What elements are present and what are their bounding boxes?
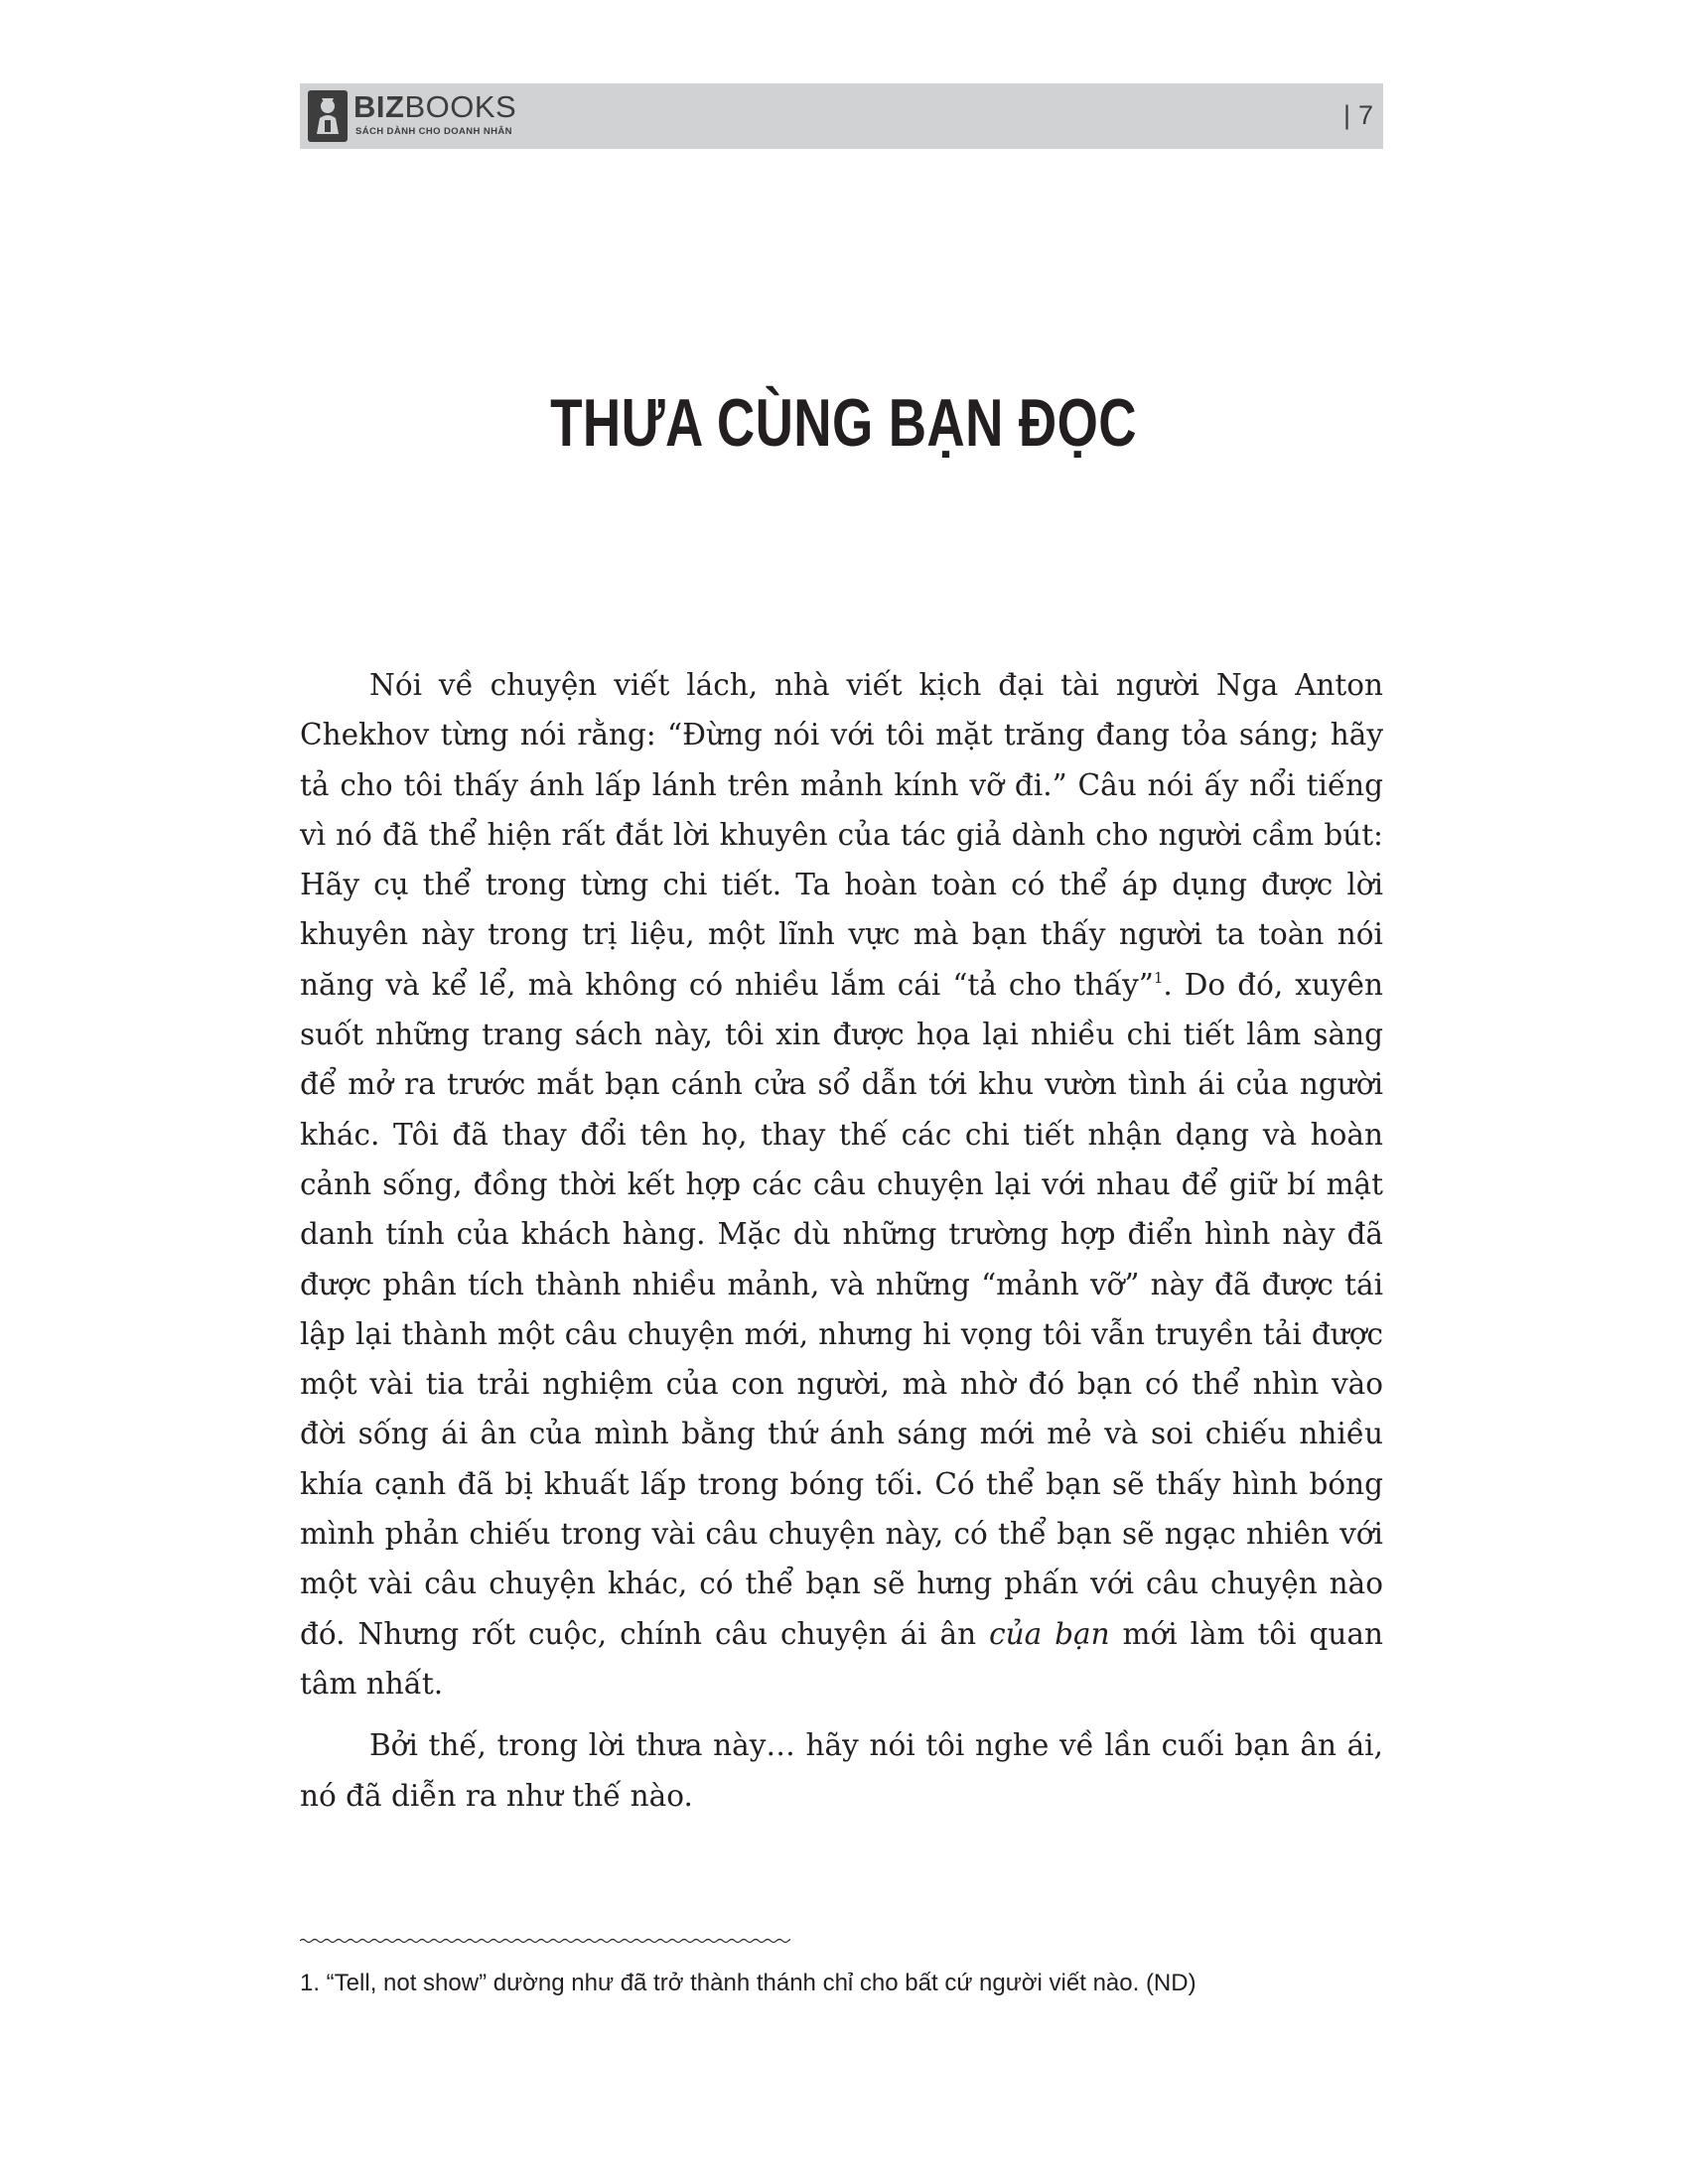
- footnote: 1. “Tell, not show” dường như đã trở thành thánh chỉ cho bất cứ người viết nào. (ND): [300, 1970, 1196, 1996]
- footnote-reference: 1: [1153, 968, 1164, 987]
- page-number: [1343, 100, 1373, 130]
- brand-tagline: SÁCH DÀNH CHO DOANH NHÂN: [355, 126, 512, 137]
- footnote-divider: [300, 1935, 790, 1947]
- page-number-value: 7: [1357, 100, 1373, 130]
- paragraph-1-text-a: Nói về chuyện viết lách, nhà viết kịch đại tài người Nga Anton Chekhov từng nói rằng: “Đừng nói với tôi mặt trăng đang tỏa sáng; hãy tả cho tôi thấy ánh lấp lánh trên mảnh kính vỡ đi.” Câu nói ấy nổi tiếng vì nó đã thể hiện rất đắt lời khuyên của tác giả dành cho người cầm bút: Hãy cụ thể trong từng chi tiết. Ta hoàn toàn có thể áp dụng được lời khuyên này trong trị liệu, một lĩnh vực mà bạn thấy người ta toàn nói năng và kể lể, mà không có nhiều lắm cái “tả cho thấy”: [300, 668, 1383, 1002]
- paragraph-1-emphasis: của bạn: [989, 1616, 1110, 1651]
- body-paragraph-1: [300, 660, 1383, 1708]
- paragraph-1-text-b: . Do đó, xuyên suốt những trang sách này, tôi xin được họa lại nhiều chi tiết lâm sàng để mở ra trước mắt bạn cánh cửa sổ dẫn tới khu vườn tình ái của người khác. Tôi đã thay đổi tên họ, thay thế các chi tiết nhận dạng và hoàn cảnh sống, đồng thời kết hợp các câu chuyện lại với nhau để giữ bí mật danh tính của khách hàng. Mặc dù những trường hợp điển hình này đã được phân tích thành nhiều mảnh, và những “mảnh vỡ” này đã được tái lập lại thành một câu chuyện mới, nhưng hi vọng tôi vẫn truyền tải được một vài tia trải nghiệm của con người, mà nhờ đó bạn có thể nhìn vào đời sống ái ân của mình bằng thứ ánh sáng mới mẻ và soi chiếu nhiều khía cạnh đã bị khuất lấp trong bóng tối. Có thể bạn sẽ thấy hình bóng mình phản chiếu trong vài câu chuyện này, có thể bạn sẽ ngạc nhiên với một vài câu chuyện khác, có thể bạn sẽ hưng phấn với câu chuyện nào đó. Nhưng rốt cuộc, chính câu chuyện ái ân: [300, 967, 1383, 1651]
- bizbooks-logo-icon: [308, 90, 348, 142]
- paragraph-1-text-c: mới làm tôi quan tâm nhất.: [300, 1616, 1383, 1701]
- page-number-separator: |: [1342, 100, 1350, 130]
- body-paragraph-2: Bởi thế, trong lời thưa này… hãy nói tôi nghe về lần cuối bạn ân ái, nó đã diễn ra như thế nào.: [300, 1728, 1383, 1813]
- body-text: [300, 660, 1383, 1821]
- running-header: [300, 83, 1383, 149]
- chapter-title: THƯA CÙNG BẠN ĐỌC: [550, 385, 1137, 461]
- brand-name: BIZBOOKS: [353, 89, 517, 124]
